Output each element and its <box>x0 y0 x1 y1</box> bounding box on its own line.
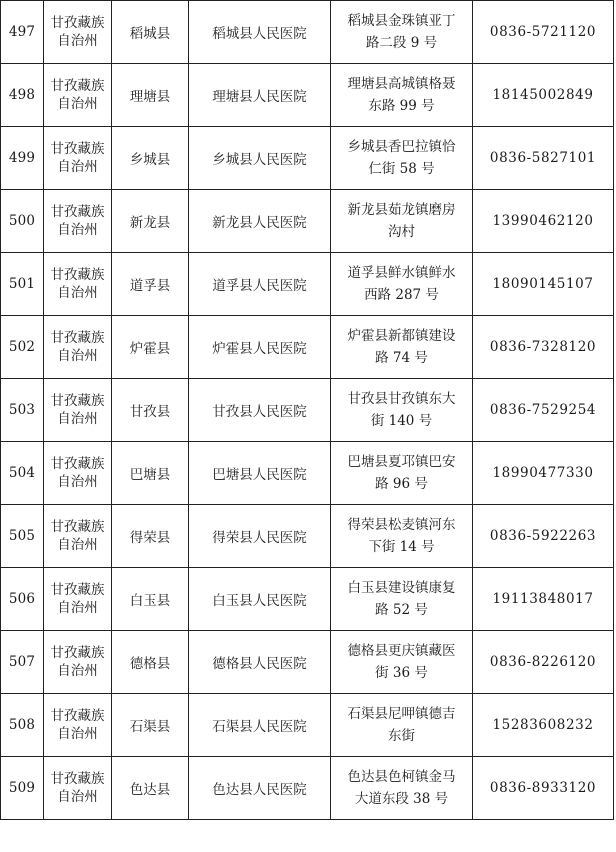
address-cell <box>331 505 473 568</box>
hospital-name-cell: 理塘县人民医院 <box>189 64 331 127</box>
address-cell <box>331 379 473 442</box>
phone-cell: 0836-5721120 <box>473 1 614 64</box>
table-row <box>1 442 614 505</box>
prefecture-cell-text: 甘孜藏族自治州 <box>50 204 105 238</box>
table-row <box>1 253 614 316</box>
hospital-name-cell: 炉霍县人民医院 <box>189 316 331 379</box>
table-row <box>1 505 614 568</box>
prefecture-cell <box>44 505 112 568</box>
address-cell-text: 稻城县金珠镇亚丁路二段 9 号 <box>347 13 456 51</box>
hospital-table-body <box>1 1 614 820</box>
address-cell <box>331 568 473 631</box>
table-row <box>1 64 614 127</box>
address-cell <box>331 1 473 64</box>
prefecture-cell <box>44 64 112 127</box>
prefecture-cell-text: 甘孜藏族自治州 <box>50 708 105 742</box>
row-number-cell: 508 <box>1 694 44 757</box>
prefecture-cell <box>44 631 112 694</box>
phone-cell: 19113848017 <box>473 568 614 631</box>
row-number-cell: 506 <box>1 568 44 631</box>
hospital-name-cell: 乡城县人民医院 <box>189 127 331 190</box>
table-row <box>1 1 614 64</box>
county-cell: 得荣县 <box>112 505 189 568</box>
county-cell: 白玉县 <box>112 568 189 631</box>
address-cell <box>331 694 473 757</box>
prefecture-cell-text: 甘孜藏族自治州 <box>50 771 105 805</box>
table-row <box>1 757 614 820</box>
hospital-name-cell: 石渠县人民医院 <box>189 694 331 757</box>
hospital-name-cell: 色达县人民医院 <box>189 757 331 820</box>
address-cell-text: 炉霍县新都镇建设路 74 号 <box>347 328 456 366</box>
address-cell <box>331 64 473 127</box>
prefecture-cell <box>44 757 112 820</box>
phone-cell: 18990477330 <box>473 442 614 505</box>
prefecture-cell <box>44 379 112 442</box>
address-cell-text: 道孚县鲜水镇鲜水西路 287 号 <box>347 265 456 303</box>
prefecture-cell <box>44 694 112 757</box>
table-row <box>1 694 614 757</box>
row-number-cell: 504 <box>1 442 44 505</box>
prefecture-cell-text: 甘孜藏族自治州 <box>50 393 105 427</box>
phone-cell: 13990462120 <box>473 190 614 253</box>
county-cell: 巴塘县 <box>112 442 189 505</box>
prefecture-cell <box>44 442 112 505</box>
row-number-cell: 503 <box>1 379 44 442</box>
county-cell: 炉霍县 <box>112 316 189 379</box>
table-row <box>1 190 614 253</box>
prefecture-cell-text: 甘孜藏族自治州 <box>50 267 105 301</box>
prefecture-cell <box>44 253 112 316</box>
hospital-name-cell: 道孚县人民医院 <box>189 253 331 316</box>
table-row <box>1 568 614 631</box>
prefecture-cell-text: 甘孜藏族自治州 <box>50 15 105 49</box>
address-cell-text: 甘孜县甘孜镇东大街 140 号 <box>347 391 456 429</box>
hospital-name-cell: 稻城县人民医院 <box>189 1 331 64</box>
row-number-cell: 498 <box>1 64 44 127</box>
address-cell-text: 得荣县松麦镇河东下街 14 号 <box>347 517 456 555</box>
prefecture-cell <box>44 316 112 379</box>
prefecture-cell <box>44 568 112 631</box>
row-number-cell: 505 <box>1 505 44 568</box>
row-number-cell: 497 <box>1 1 44 64</box>
county-cell: 道孚县 <box>112 253 189 316</box>
row-number-cell: 499 <box>1 127 44 190</box>
address-cell-text: 理塘县高城镇格聂东路 99 号 <box>347 76 456 114</box>
phone-cell: 0836-8226120 <box>473 631 614 694</box>
table-row <box>1 316 614 379</box>
phone-cell: 0836-7328120 <box>473 316 614 379</box>
hospital-name-cell: 白玉县人民医院 <box>189 568 331 631</box>
address-cell <box>331 127 473 190</box>
hospital-name-cell: 得荣县人民医院 <box>189 505 331 568</box>
county-cell: 理塘县 <box>112 64 189 127</box>
prefecture-cell-text: 甘孜藏族自治州 <box>50 582 105 616</box>
phone-cell: 0836-7529254 <box>473 379 614 442</box>
address-cell-text: 新龙县茹龙镇磨房沟村 <box>347 202 456 240</box>
table-row <box>1 379 614 442</box>
hospital-name-cell: 甘孜县人民医院 <box>189 379 331 442</box>
hospital-name-cell: 德格县人民医院 <box>189 631 331 694</box>
address-cell <box>331 757 473 820</box>
county-cell: 稻城县 <box>112 1 189 64</box>
table-row <box>1 631 614 694</box>
row-number-cell: 500 <box>1 190 44 253</box>
address-cell <box>331 190 473 253</box>
prefecture-cell <box>44 1 112 64</box>
phone-cell: 0836-5827101 <box>473 127 614 190</box>
phone-cell: 18145002849 <box>473 64 614 127</box>
table-row <box>1 127 614 190</box>
prefecture-cell-text: 甘孜藏族自治州 <box>50 645 105 679</box>
prefecture-cell-text: 甘孜藏族自治州 <box>50 141 105 175</box>
address-cell-text: 乡城县香巴拉镇恰仁街 58 号 <box>347 139 456 177</box>
address-cell <box>331 442 473 505</box>
hospital-name-cell: 新龙县人民医院 <box>189 190 331 253</box>
address-cell-text: 白玉县建设镇康复路 52 号 <box>347 580 456 618</box>
county-cell: 乡城县 <box>112 127 189 190</box>
phone-cell: 18090145107 <box>473 253 614 316</box>
address-cell <box>331 253 473 316</box>
address-cell-text: 色达县色柯镇金马大道东段 38 号 <box>347 769 456 807</box>
row-number-cell: 507 <box>1 631 44 694</box>
prefecture-cell-text: 甘孜藏族自治州 <box>50 78 105 112</box>
prefecture-cell-text: 甘孜藏族自治州 <box>50 519 105 553</box>
county-cell: 德格县 <box>112 631 189 694</box>
prefecture-cell <box>44 190 112 253</box>
row-number-cell: 509 <box>1 757 44 820</box>
prefecture-cell <box>44 127 112 190</box>
address-cell-text: 德格县更庆镇藏医街 36 号 <box>347 643 456 681</box>
hospital-name-cell: 巴塘县人民医院 <box>189 442 331 505</box>
county-cell: 色达县 <box>112 757 189 820</box>
county-cell: 甘孜县 <box>112 379 189 442</box>
phone-cell: 15283608232 <box>473 694 614 757</box>
row-number-cell: 502 <box>1 316 44 379</box>
prefecture-cell-text: 甘孜藏族自治州 <box>50 456 105 490</box>
phone-cell: 0836-5922263 <box>473 505 614 568</box>
address-cell-text: 巴塘县夏邛镇巴安路 96 号 <box>347 454 456 492</box>
prefecture-cell-text: 甘孜藏族自治州 <box>50 330 105 364</box>
row-number-cell: 501 <box>1 253 44 316</box>
address-cell <box>331 316 473 379</box>
address-cell <box>331 631 473 694</box>
address-cell-text: 石渠县尼呷镇德吉东街 <box>347 706 456 744</box>
county-cell: 新龙县 <box>112 190 189 253</box>
county-cell: 石渠县 <box>112 694 189 757</box>
phone-cell: 0836-8933120 <box>473 757 614 820</box>
